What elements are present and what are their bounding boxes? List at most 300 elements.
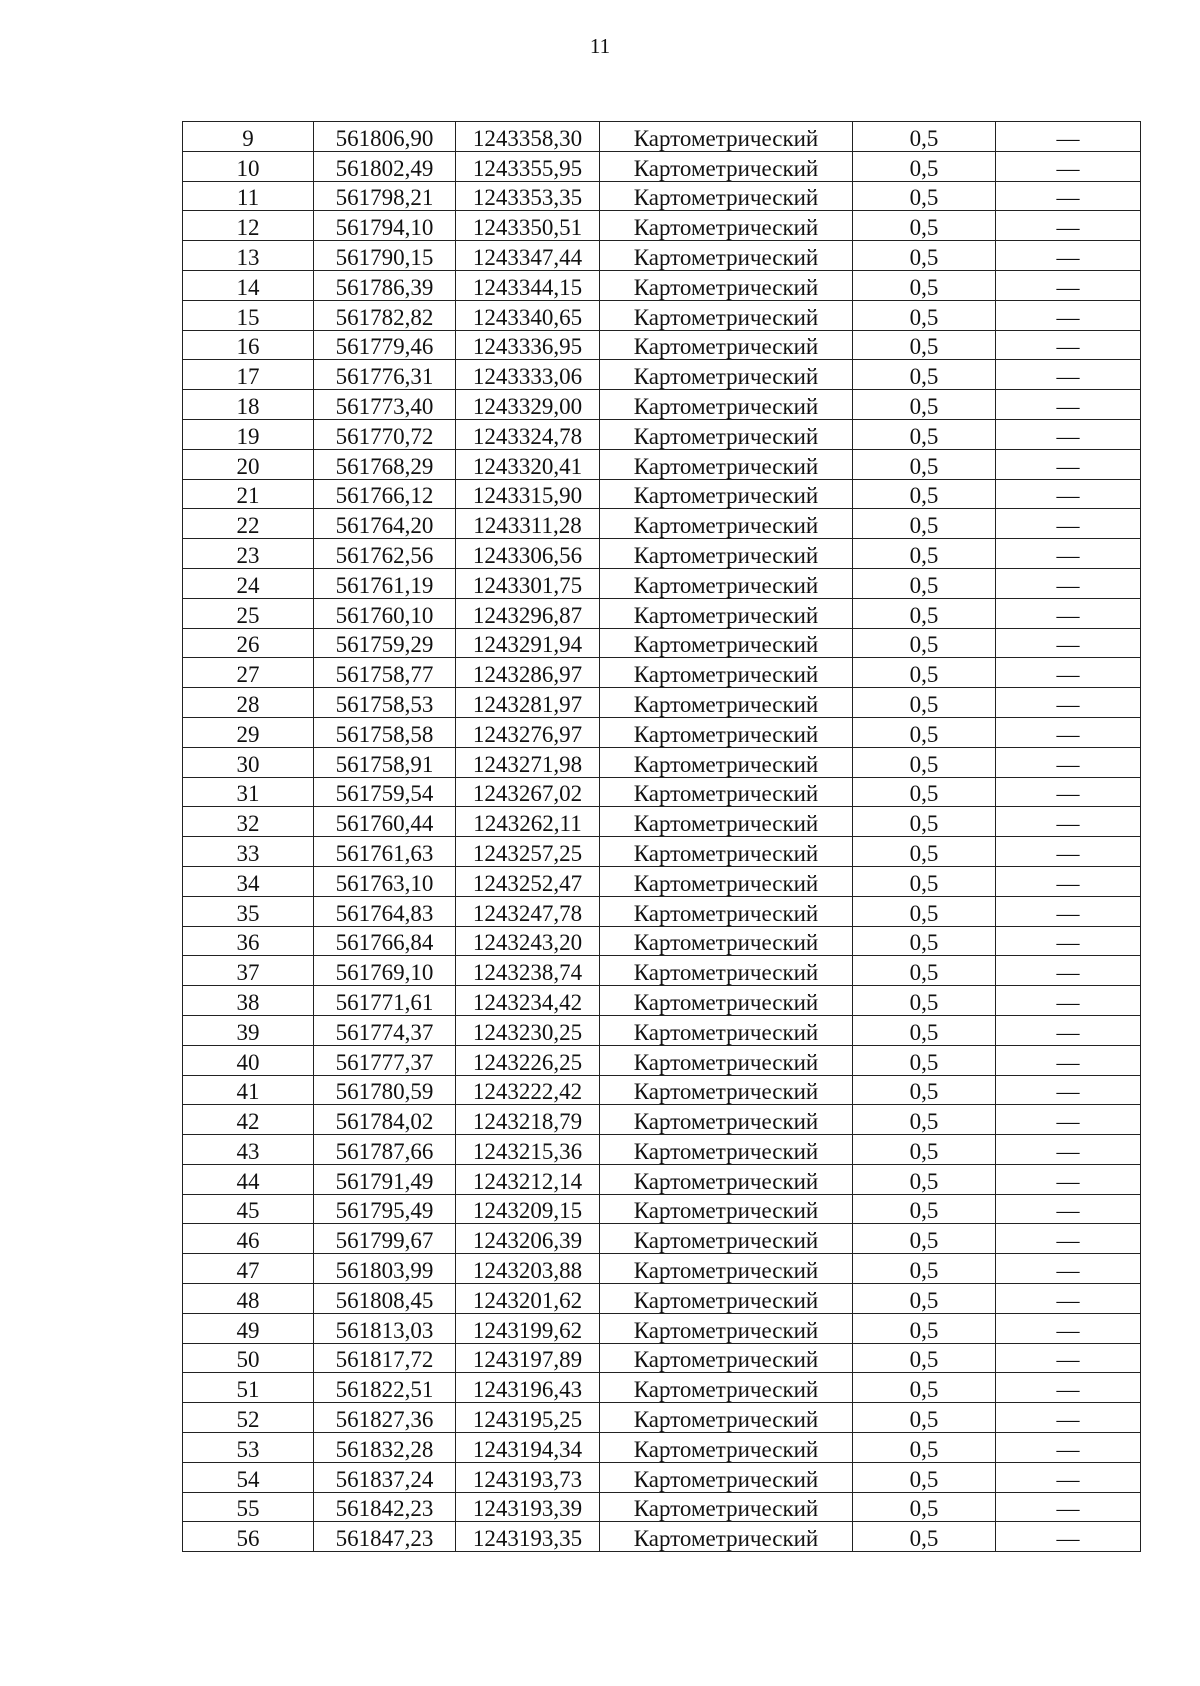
description-cell: — — [996, 181, 1141, 211]
table-row — [183, 1522, 1141, 1552]
x-coordinate-cell: 561798,21 — [314, 181, 456, 211]
method-cell: Картометрический — [600, 241, 853, 271]
description-cell: — — [996, 1164, 1141, 1194]
accuracy-cell: 0,5 — [853, 241, 996, 271]
accuracy-cell: 0,5 — [853, 866, 996, 896]
method-cell: Картометрический — [600, 390, 853, 420]
method-cell: Картометрический — [600, 747, 853, 777]
method-cell: Картометрический — [600, 479, 853, 509]
coordinates-table-body — [183, 122, 1141, 1552]
table-row — [183, 419, 1141, 449]
table-row — [183, 1462, 1141, 1492]
accuracy-cell: 0,5 — [853, 1045, 996, 1075]
x-coordinate-cell: 561782,82 — [314, 300, 456, 330]
description-cell: — — [996, 837, 1141, 867]
method-cell: Картометрический — [600, 181, 853, 211]
table-row — [183, 837, 1141, 867]
description-cell: — — [996, 1015, 1141, 1045]
y-coordinate-cell: 1243194,34 — [456, 1433, 600, 1463]
description-cell: — — [996, 1284, 1141, 1314]
y-coordinate-cell: 1243276,97 — [456, 717, 600, 747]
y-coordinate-cell: 1243234,42 — [456, 986, 600, 1016]
description-cell: — — [996, 1522, 1141, 1552]
description-cell: — — [996, 1492, 1141, 1522]
table-row — [183, 777, 1141, 807]
point-number-cell: 42 — [183, 1105, 314, 1135]
point-number-cell: 15 — [183, 300, 314, 330]
point-number-cell: 24 — [183, 568, 314, 598]
table-row — [183, 956, 1141, 986]
point-number-cell: 52 — [183, 1403, 314, 1433]
x-coordinate-cell: 561832,28 — [314, 1433, 456, 1463]
description-cell: — — [996, 1313, 1141, 1343]
point-number-cell: 29 — [183, 717, 314, 747]
description-cell: — — [996, 122, 1141, 152]
x-coordinate-cell: 561787,66 — [314, 1135, 456, 1165]
x-coordinate-cell: 561760,10 — [314, 598, 456, 628]
method-cell: Картометрический — [600, 837, 853, 867]
accuracy-cell: 0,5 — [853, 1492, 996, 1522]
description-cell: — — [996, 270, 1141, 300]
x-coordinate-cell: 561761,19 — [314, 568, 456, 598]
description-cell: — — [996, 807, 1141, 837]
method-cell: Картометрический — [600, 688, 853, 718]
description-cell: — — [996, 1194, 1141, 1224]
y-coordinate-cell: 1243301,75 — [456, 568, 600, 598]
method-cell: Картометрический — [600, 300, 853, 330]
point-number-cell: 35 — [183, 896, 314, 926]
description-cell: — — [996, 1135, 1141, 1165]
method-cell: Картометрический — [600, 419, 853, 449]
x-coordinate-cell: 561758,91 — [314, 747, 456, 777]
accuracy-cell: 0,5 — [853, 300, 996, 330]
table-row — [183, 866, 1141, 896]
point-number-cell: 30 — [183, 747, 314, 777]
method-cell: Картометрический — [600, 956, 853, 986]
x-coordinate-cell: 561791,49 — [314, 1164, 456, 1194]
point-number-cell: 47 — [183, 1254, 314, 1284]
accuracy-cell: 0,5 — [853, 1015, 996, 1045]
y-coordinate-cell: 1243252,47 — [456, 866, 600, 896]
method-cell: Картометрический — [600, 598, 853, 628]
point-number-cell: 32 — [183, 807, 314, 837]
method-cell: Картометрический — [600, 658, 853, 688]
table-row — [183, 807, 1141, 837]
accuracy-cell: 0,5 — [853, 598, 996, 628]
table-row — [183, 390, 1141, 420]
table-row — [183, 1373, 1141, 1403]
table-row — [183, 747, 1141, 777]
accuracy-cell: 0,5 — [853, 717, 996, 747]
table-row — [183, 181, 1141, 211]
y-coordinate-cell: 1243291,94 — [456, 628, 600, 658]
y-coordinate-cell: 1243347,44 — [456, 241, 600, 271]
table-row — [183, 1194, 1141, 1224]
y-coordinate-cell: 1243203,88 — [456, 1254, 600, 1284]
accuracy-cell: 0,5 — [853, 330, 996, 360]
x-coordinate-cell: 561769,10 — [314, 956, 456, 986]
table-row — [183, 1135, 1141, 1165]
table-row — [183, 1224, 1141, 1254]
point-number-cell: 10 — [183, 151, 314, 181]
point-number-cell: 9 — [183, 122, 314, 152]
table-row — [183, 688, 1141, 718]
y-coordinate-cell: 1243215,36 — [456, 1135, 600, 1165]
x-coordinate-cell: 561837,24 — [314, 1462, 456, 1492]
point-number-cell: 26 — [183, 628, 314, 658]
y-coordinate-cell: 1243243,20 — [456, 926, 600, 956]
point-number-cell: 34 — [183, 866, 314, 896]
point-number-cell: 16 — [183, 330, 314, 360]
table-row — [183, 1284, 1141, 1314]
point-number-cell: 55 — [183, 1492, 314, 1522]
description-cell: — — [996, 1075, 1141, 1105]
point-number-cell: 23 — [183, 539, 314, 569]
x-coordinate-cell: 561786,39 — [314, 270, 456, 300]
y-coordinate-cell: 1243306,56 — [456, 539, 600, 569]
description-cell: — — [996, 1462, 1141, 1492]
table-row — [183, 1254, 1141, 1284]
method-cell: Картометрический — [600, 1522, 853, 1552]
description-cell: — — [996, 330, 1141, 360]
method-cell: Картометрический — [600, 151, 853, 181]
x-coordinate-cell: 561776,31 — [314, 360, 456, 390]
table-row — [183, 360, 1141, 390]
y-coordinate-cell: 1243230,25 — [456, 1015, 600, 1045]
description-cell: — — [996, 717, 1141, 747]
method-cell: Картометрический — [600, 777, 853, 807]
x-coordinate-cell: 561847,23 — [314, 1522, 456, 1552]
x-coordinate-cell: 561806,90 — [314, 122, 456, 152]
description-cell: — — [996, 419, 1141, 449]
accuracy-cell: 0,5 — [853, 479, 996, 509]
x-coordinate-cell: 561759,29 — [314, 628, 456, 658]
table-row — [183, 151, 1141, 181]
description-cell: — — [996, 241, 1141, 271]
y-coordinate-cell: 1243355,95 — [456, 151, 600, 181]
accuracy-cell: 0,5 — [853, 1105, 996, 1135]
x-coordinate-cell: 561779,46 — [314, 330, 456, 360]
method-cell: Картометрический — [600, 1313, 853, 1343]
y-coordinate-cell: 1243197,89 — [456, 1343, 600, 1373]
y-coordinate-cell: 1243267,02 — [456, 777, 600, 807]
table-row — [183, 1105, 1141, 1135]
point-number-cell: 11 — [183, 181, 314, 211]
y-coordinate-cell: 1243333,06 — [456, 360, 600, 390]
point-number-cell: 39 — [183, 1015, 314, 1045]
method-cell: Картометрический — [600, 1194, 853, 1224]
table-row — [183, 1045, 1141, 1075]
x-coordinate-cell: 561758,77 — [314, 658, 456, 688]
method-cell: Картометрический — [600, 211, 853, 241]
point-number-cell: 37 — [183, 956, 314, 986]
x-coordinate-cell: 561759,54 — [314, 777, 456, 807]
point-number-cell: 21 — [183, 479, 314, 509]
accuracy-cell: 0,5 — [853, 419, 996, 449]
accuracy-cell: 0,5 — [853, 449, 996, 479]
x-coordinate-cell: 561827,36 — [314, 1403, 456, 1433]
y-coordinate-cell: 1243311,28 — [456, 509, 600, 539]
description-cell: — — [996, 1224, 1141, 1254]
y-coordinate-cell: 1243320,41 — [456, 449, 600, 479]
x-coordinate-cell: 561817,72 — [314, 1343, 456, 1373]
method-cell: Картометрический — [600, 509, 853, 539]
table-row — [183, 628, 1141, 658]
accuracy-cell: 0,5 — [853, 360, 996, 390]
description-cell: — — [996, 658, 1141, 688]
table-row — [183, 986, 1141, 1016]
method-cell: Картометрический — [600, 1135, 853, 1165]
y-coordinate-cell: 1243218,79 — [456, 1105, 600, 1135]
table-row — [183, 270, 1141, 300]
x-coordinate-cell: 561762,56 — [314, 539, 456, 569]
method-cell: Картометрический — [600, 717, 853, 747]
x-coordinate-cell: 561771,61 — [314, 986, 456, 1016]
point-number-cell: 48 — [183, 1284, 314, 1314]
y-coordinate-cell: 1243286,97 — [456, 658, 600, 688]
y-coordinate-cell: 1243195,25 — [456, 1403, 600, 1433]
y-coordinate-cell: 1243222,42 — [456, 1075, 600, 1105]
y-coordinate-cell: 1243196,43 — [456, 1373, 600, 1403]
description-cell: — — [996, 509, 1141, 539]
point-number-cell: 17 — [183, 360, 314, 390]
y-coordinate-cell: 1243238,74 — [456, 956, 600, 986]
x-coordinate-cell: 561799,67 — [314, 1224, 456, 1254]
method-cell: Картометрический — [600, 896, 853, 926]
coordinates-table — [182, 121, 1141, 1552]
table-row — [183, 122, 1141, 152]
description-cell: — — [996, 1105, 1141, 1135]
x-coordinate-cell: 561764,20 — [314, 509, 456, 539]
point-number-cell: 44 — [183, 1164, 314, 1194]
point-number-cell: 51 — [183, 1373, 314, 1403]
y-coordinate-cell: 1243329,00 — [456, 390, 600, 420]
y-coordinate-cell: 1243247,78 — [456, 896, 600, 926]
table-row — [183, 449, 1141, 479]
method-cell: Картометрический — [600, 1164, 853, 1194]
x-coordinate-cell: 561774,37 — [314, 1015, 456, 1045]
description-cell: — — [996, 1045, 1141, 1075]
method-cell: Картометрический — [600, 1403, 853, 1433]
method-cell: Картометрический — [600, 330, 853, 360]
accuracy-cell: 0,5 — [853, 270, 996, 300]
accuracy-cell: 0,5 — [853, 1313, 996, 1343]
accuracy-cell: 0,5 — [853, 1164, 996, 1194]
description-cell: — — [996, 1343, 1141, 1373]
description-cell: — — [996, 956, 1141, 986]
table-row — [183, 896, 1141, 926]
method-cell: Картометрический — [600, 807, 853, 837]
description-cell: — — [996, 986, 1141, 1016]
x-coordinate-cell: 561758,53 — [314, 688, 456, 718]
point-number-cell: 31 — [183, 777, 314, 807]
x-coordinate-cell: 561761,63 — [314, 837, 456, 867]
accuracy-cell: 0,5 — [853, 1135, 996, 1165]
point-number-cell: 22 — [183, 509, 314, 539]
point-number-cell: 18 — [183, 390, 314, 420]
accuracy-cell: 0,5 — [853, 777, 996, 807]
y-coordinate-cell: 1243281,97 — [456, 688, 600, 718]
description-cell: — — [996, 1373, 1141, 1403]
table-row — [183, 1313, 1141, 1343]
accuracy-cell: 0,5 — [853, 1462, 996, 1492]
y-coordinate-cell: 1243206,39 — [456, 1224, 600, 1254]
y-coordinate-cell: 1243257,25 — [456, 837, 600, 867]
method-cell: Картометрический — [600, 1462, 853, 1492]
y-coordinate-cell: 1243212,14 — [456, 1164, 600, 1194]
method-cell: Картометрический — [600, 122, 853, 152]
x-coordinate-cell: 561768,29 — [314, 449, 456, 479]
point-number-cell: 53 — [183, 1433, 314, 1463]
point-number-cell: 49 — [183, 1313, 314, 1343]
table-row — [183, 509, 1141, 539]
method-cell: Картометрический — [600, 568, 853, 598]
accuracy-cell: 0,5 — [853, 1403, 996, 1433]
table-row — [183, 717, 1141, 747]
table-row — [183, 926, 1141, 956]
x-coordinate-cell: 561763,10 — [314, 866, 456, 896]
accuracy-cell: 0,5 — [853, 807, 996, 837]
accuracy-cell: 0,5 — [853, 1284, 996, 1314]
description-cell: — — [996, 360, 1141, 390]
x-coordinate-cell: 561780,59 — [314, 1075, 456, 1105]
method-cell: Картометрический — [600, 986, 853, 1016]
method-cell: Картометрический — [600, 628, 853, 658]
accuracy-cell: 0,5 — [853, 151, 996, 181]
description-cell: — — [996, 896, 1141, 926]
accuracy-cell: 0,5 — [853, 688, 996, 718]
accuracy-cell: 0,5 — [853, 181, 996, 211]
method-cell: Картометрический — [600, 1284, 853, 1314]
point-number-cell: 43 — [183, 1135, 314, 1165]
y-coordinate-cell: 1243193,39 — [456, 1492, 600, 1522]
table-row — [183, 300, 1141, 330]
description-cell: — — [996, 598, 1141, 628]
description-cell: — — [996, 151, 1141, 181]
point-number-cell: 28 — [183, 688, 314, 718]
x-coordinate-cell: 561808,45 — [314, 1284, 456, 1314]
point-number-cell: 19 — [183, 419, 314, 449]
accuracy-cell: 0,5 — [853, 122, 996, 152]
accuracy-cell: 0,5 — [853, 747, 996, 777]
accuracy-cell: 0,5 — [853, 956, 996, 986]
x-coordinate-cell: 561758,58 — [314, 717, 456, 747]
table-row — [183, 1015, 1141, 1045]
y-coordinate-cell: 1243324,78 — [456, 419, 600, 449]
description-cell: — — [996, 568, 1141, 598]
method-cell: Картометрический — [600, 866, 853, 896]
method-cell: Картометрический — [600, 270, 853, 300]
accuracy-cell: 0,5 — [853, 986, 996, 1016]
y-coordinate-cell: 1243336,95 — [456, 330, 600, 360]
accuracy-cell: 0,5 — [853, 539, 996, 569]
y-coordinate-cell: 1243201,62 — [456, 1284, 600, 1314]
accuracy-cell: 0,5 — [853, 1194, 996, 1224]
method-cell: Картометрический — [600, 926, 853, 956]
description-cell: — — [996, 926, 1141, 956]
point-number-cell: 14 — [183, 270, 314, 300]
method-cell: Картометрический — [600, 1045, 853, 1075]
y-coordinate-cell: 1243209,15 — [456, 1194, 600, 1224]
method-cell: Картометрический — [600, 1343, 853, 1373]
point-number-cell: 56 — [183, 1522, 314, 1552]
point-number-cell: 41 — [183, 1075, 314, 1105]
y-coordinate-cell: 1243350,51 — [456, 211, 600, 241]
table-row — [183, 598, 1141, 628]
point-number-cell: 46 — [183, 1224, 314, 1254]
x-coordinate-cell: 561842,23 — [314, 1492, 456, 1522]
description-cell: — — [996, 449, 1141, 479]
accuracy-cell: 0,5 — [853, 896, 996, 926]
y-coordinate-cell: 1243340,65 — [456, 300, 600, 330]
accuracy-cell: 0,5 — [853, 390, 996, 420]
y-coordinate-cell: 1243262,11 — [456, 807, 600, 837]
page-number: 11 — [589, 34, 611, 58]
description-cell: — — [996, 688, 1141, 718]
x-coordinate-cell: 561784,02 — [314, 1105, 456, 1135]
point-number-cell: 13 — [183, 241, 314, 271]
accuracy-cell: 0,5 — [853, 509, 996, 539]
x-coordinate-cell: 561822,51 — [314, 1373, 456, 1403]
method-cell: Картометрический — [600, 1224, 853, 1254]
table-row — [183, 1343, 1141, 1373]
description-cell: — — [996, 628, 1141, 658]
x-coordinate-cell: 561760,44 — [314, 807, 456, 837]
x-coordinate-cell: 561770,72 — [314, 419, 456, 449]
description-cell: — — [996, 1433, 1141, 1463]
accuracy-cell: 0,5 — [853, 211, 996, 241]
x-coordinate-cell: 561764,83 — [314, 896, 456, 926]
description-cell: — — [996, 300, 1141, 330]
table-row — [183, 479, 1141, 509]
y-coordinate-cell: 1243353,35 — [456, 181, 600, 211]
point-number-cell: 50 — [183, 1343, 314, 1373]
description-cell: — — [996, 777, 1141, 807]
y-coordinate-cell: 1243296,87 — [456, 598, 600, 628]
method-cell: Картометрический — [600, 360, 853, 390]
point-number-cell: 38 — [183, 986, 314, 1016]
method-cell: Картометрический — [600, 1254, 853, 1284]
table-row — [183, 1433, 1141, 1463]
accuracy-cell: 0,5 — [853, 628, 996, 658]
description-cell: — — [996, 1403, 1141, 1433]
table-row — [183, 1075, 1141, 1105]
accuracy-cell: 0,5 — [853, 1254, 996, 1284]
x-coordinate-cell: 561766,12 — [314, 479, 456, 509]
description-cell: — — [996, 1254, 1141, 1284]
y-coordinate-cell: 1243226,25 — [456, 1045, 600, 1075]
description-cell: — — [996, 390, 1141, 420]
x-coordinate-cell: 561766,84 — [314, 926, 456, 956]
method-cell: Картометрический — [600, 1075, 853, 1105]
table-row — [183, 241, 1141, 271]
table-row — [183, 1403, 1141, 1433]
y-coordinate-cell: 1243344,15 — [456, 270, 600, 300]
method-cell: Картометрический — [600, 449, 853, 479]
accuracy-cell: 0,5 — [853, 926, 996, 956]
table-row — [183, 1492, 1141, 1522]
accuracy-cell: 0,5 — [853, 1373, 996, 1403]
point-number-cell: 27 — [183, 658, 314, 688]
table-row — [183, 658, 1141, 688]
accuracy-cell: 0,5 — [853, 837, 996, 867]
accuracy-cell: 0,5 — [853, 568, 996, 598]
x-coordinate-cell: 561773,40 — [314, 390, 456, 420]
point-number-cell: 36 — [183, 926, 314, 956]
description-cell: — — [996, 539, 1141, 569]
x-coordinate-cell: 561794,10 — [314, 211, 456, 241]
description-cell: — — [996, 211, 1141, 241]
